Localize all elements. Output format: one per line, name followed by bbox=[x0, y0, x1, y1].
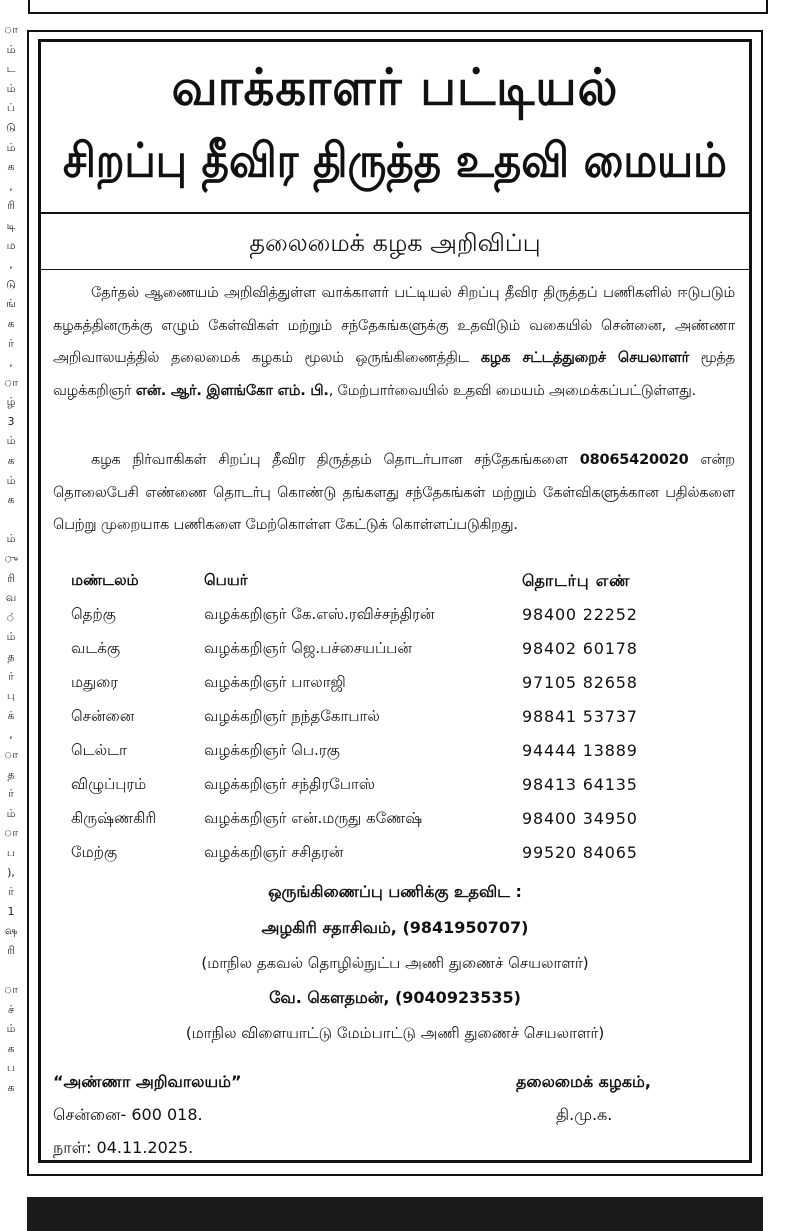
paragraph-1 bbox=[53, 277, 735, 407]
edge-character: ா bbox=[3, 983, 19, 997]
previous-article-box bbox=[28, 0, 768, 14]
name-cell: வழக்கறிஞர் என்.மருது கணேஷ் bbox=[204, 809, 423, 827]
zone-cell: மேற்கு bbox=[71, 843, 118, 861]
edge-character: ா bbox=[3, 826, 19, 840]
edge-character: ம் bbox=[6, 806, 16, 820]
edge-character: ப் bbox=[6, 101, 16, 115]
table-row bbox=[71, 735, 671, 769]
name-cell: வழக்கறிஞர் நந்தகோபால் bbox=[204, 707, 380, 725]
edge-character: ங் bbox=[6, 297, 16, 311]
edge-character: ம் bbox=[6, 140, 16, 154]
edge-character: ம் bbox=[6, 434, 16, 448]
zone-cell: சென்னை bbox=[71, 707, 135, 725]
edge-character: ் bbox=[6, 610, 16, 624]
coordinator-2-role: (மாநில விளையாட்டு மேம்பாட்டு அணி துணைச் செயலாளர்) bbox=[185, 1024, 605, 1042]
phone-cell: 94444 13889 bbox=[522, 741, 638, 760]
header-name: பெயர் bbox=[204, 571, 248, 589]
subtitle-divider bbox=[41, 269, 749, 270]
edge-character: ா bbox=[3, 23, 19, 36]
edge-character: ம் bbox=[6, 532, 16, 546]
edge-character: , bbox=[9, 258, 13, 272]
zone-cell: கிருஷ்ணகிரி bbox=[71, 809, 157, 827]
edge-character: ம் bbox=[6, 81, 16, 95]
headline-line-1: வாக்காளர் பட்டியல் bbox=[171, 58, 619, 118]
edge-character: ப bbox=[6, 845, 16, 859]
edge-character bbox=[0, 961, 22, 981]
edge-character bbox=[0, 510, 22, 530]
edge-character: ர் bbox=[8, 336, 14, 350]
footer-date: நாள்: 04.11.2025. bbox=[53, 1138, 194, 1157]
edge-character: டு bbox=[6, 277, 16, 291]
headline-line-2: சிறப்பு தீவிர திருத்த உதவி மையம் bbox=[63, 132, 727, 188]
zone-cell: டெல்டா bbox=[71, 741, 127, 759]
paragraph-1-bold-title: கழக சட்டத்துறைச் செயலாளர் bbox=[480, 350, 689, 367]
edge-character: க bbox=[7, 1081, 15, 1095]
paragraph-1-text: தேர்தல் ஆணையம் அறிவித்துள்ள வாக்காளர் பட்டியல் சிறப்பு தீவிர திருத்தப் பணிகளில் ஈடுபடும் கழகத்தினருக்கு எழும் கேள்விகள் மற்றும் சந்தேகங்களுக்கு உதவிடும் வகையில் சென்னை, அண்ணா அறிவாலயத்தில் தலைமைக் கழகம் மூலம் ஒருங்கிணைத்திட bbox=[53, 285, 735, 367]
edge-character: பு bbox=[6, 689, 16, 703]
phone-cell: 99520 84065 bbox=[522, 843, 638, 862]
edge-character: ப bbox=[6, 1061, 16, 1075]
edge-character: டு bbox=[6, 120, 16, 134]
edge-character: ரி bbox=[7, 943, 15, 957]
edge-character: ம் bbox=[6, 42, 16, 56]
edge-character: ), bbox=[7, 865, 15, 879]
footer-city: சென்னை- 600 018. bbox=[53, 1105, 203, 1124]
notice-subtitle: தலைமைக் கழக அறிவிப்பு bbox=[249, 229, 541, 257]
edge-character: ம் bbox=[6, 1022, 16, 1036]
table-row bbox=[71, 599, 671, 633]
header-contact: தொடர்பு எண் bbox=[522, 571, 631, 590]
edge-character: வ bbox=[5, 591, 17, 605]
coordinator-1-role: (மாநில தகவல் தொழில்நுட்ப அணி துணைச் செயலாளர்) bbox=[201, 954, 589, 972]
name-cell: வழக்கறிஞர் சசிதரன் bbox=[204, 843, 344, 861]
paragraph-2-text: கழக நிர்வாகிகள் சிறப்பு தீவிர திருத்தம் தொடர்பான சந்தேகங்களை bbox=[91, 452, 580, 468]
table-header-row bbox=[71, 565, 671, 599]
edge-character: க bbox=[7, 160, 15, 174]
edge-character: , bbox=[9, 728, 13, 742]
name-cell: வழக்கறிஞர் பாலாஜி bbox=[204, 673, 346, 691]
zone-cell: விழுப்புரம் bbox=[71, 775, 147, 793]
table-row bbox=[71, 837, 671, 871]
edge-character: 1 bbox=[7, 904, 15, 918]
name-cell: வழக்கறிஞர் ஜெ.பச்சையப்பன் bbox=[204, 639, 412, 657]
name-cell: வழக்கறிஞர் சந்திரபோஸ் bbox=[204, 775, 375, 793]
edge-character: க bbox=[7, 493, 15, 507]
helpline-number: 08065420020 bbox=[579, 452, 689, 468]
advertisement-frame bbox=[27, 30, 763, 1176]
name-cell: வழக்கறிஞர் பெ.ரகு bbox=[204, 741, 340, 759]
footer-party: தி.மு.க. bbox=[556, 1105, 613, 1124]
edge-character: டி bbox=[6, 218, 16, 232]
phone-cell: 98402 60178 bbox=[522, 639, 638, 658]
phone-cell: 97105 82658 bbox=[522, 673, 638, 692]
coordination-title: ஒருங்கிணைப்பு பணிக்கு உதவிட : bbox=[268, 882, 522, 901]
edge-character: த bbox=[7, 767, 15, 781]
paragraph-2 bbox=[53, 444, 735, 542]
phone-cell: 98400 22252 bbox=[522, 605, 638, 624]
paragraph-1-text-end: , மேற்பார்வையில் உதவி மையம் அமைக்கப்பட்டுள்ளது. bbox=[328, 382, 697, 399]
edge-character: க bbox=[7, 316, 15, 330]
phone-cell: 98413 64135 bbox=[522, 775, 638, 794]
edge-character: த bbox=[7, 650, 15, 663]
edge-character: ம bbox=[6, 238, 16, 252]
edge-character: ர் bbox=[8, 787, 14, 801]
zone-cell: தெற்கு bbox=[71, 605, 116, 623]
footer-place: “அண்ணா அறிவாலயம்” bbox=[53, 1072, 242, 1091]
headline-box bbox=[41, 42, 749, 214]
edge-character: ம் bbox=[6, 473, 16, 487]
paragraph-1-text-mid: மூத்த வழக்கறிஞர் bbox=[53, 350, 735, 399]
phone-cell: 98400 34950 bbox=[522, 809, 638, 828]
zone-cell: வடக்கு bbox=[71, 639, 121, 657]
edge-character: ட bbox=[6, 62, 16, 76]
edge-character: க bbox=[7, 454, 15, 468]
paragraph-2-text-end: என்ற தொலைபேசி எண்ணை தொடர்பு கொண்டு தங்களது சந்தேகங்கள் மற்றும் கேள்விகளுக்கான பதில்களை பெற்று முறையாக பணிகளை மேற்கொள்ள கேட்டுக் கொள்ளப்படுகிறது. bbox=[53, 452, 735, 534]
edge-character: ரி bbox=[7, 571, 15, 585]
edge-character: ர் bbox=[8, 669, 14, 683]
edge-character: க் bbox=[7, 708, 15, 722]
table-row bbox=[71, 633, 671, 667]
name-cell: வழக்கறிஞர் கே.எஸ்.ரவிச்சந்திரன் bbox=[204, 605, 435, 623]
edge-character: , bbox=[9, 179, 13, 193]
edge-character: , bbox=[9, 356, 13, 370]
edge-character: ம் bbox=[6, 630, 16, 644]
table-row bbox=[71, 803, 671, 837]
edge-character: ழ் bbox=[6, 395, 16, 409]
contact-table bbox=[71, 565, 671, 871]
edge-character: ர் bbox=[8, 885, 14, 899]
edge-character: க bbox=[7, 1041, 15, 1055]
zone-cell: மதுரை bbox=[71, 673, 119, 691]
header-zone: மண்டலம் bbox=[71, 571, 139, 589]
edge-character: ஷ bbox=[4, 924, 18, 938]
edge-character: ு bbox=[3, 552, 19, 566]
table-row bbox=[71, 701, 671, 735]
edge-character: ா bbox=[3, 375, 19, 389]
footer-organisation: தலைமைக் கழகம், bbox=[516, 1072, 651, 1091]
next-section-bar bbox=[27, 1197, 763, 1231]
edge-character: ா bbox=[3, 747, 19, 761]
paragraph-1-bold-name: என். ஆர். இளங்கோ எம். பி. bbox=[135, 382, 329, 399]
edge-character: 3 bbox=[7, 414, 15, 428]
phone-cell: 98841 53737 bbox=[522, 707, 638, 726]
coordinator-2: வே. கௌதமன், (9040923535) bbox=[269, 988, 521, 1007]
adjacent-column-edge bbox=[0, 20, 22, 1200]
table-row bbox=[71, 667, 671, 701]
edge-character: ரி bbox=[7, 199, 15, 213]
table-row bbox=[71, 769, 671, 803]
coordinator-1: அழகிரி சதாசிவம், (9841950707) bbox=[261, 918, 529, 937]
advertisement-inner-border bbox=[38, 39, 752, 1163]
edge-character: ச் bbox=[7, 1002, 15, 1016]
